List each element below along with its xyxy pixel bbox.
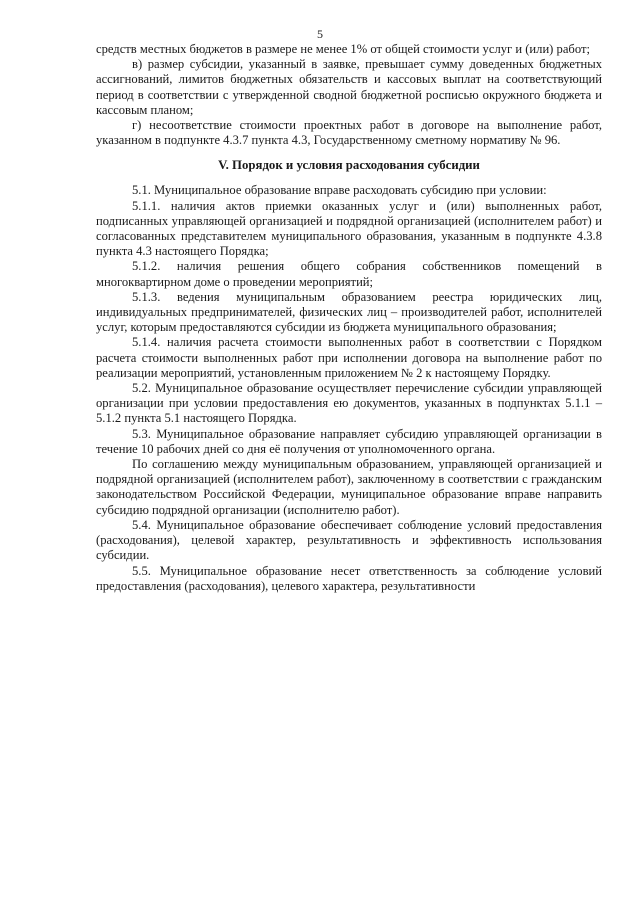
page-content <box>96 42 602 594</box>
paragraph-5-1-1: 5.1.1. наличия актов приемки оказанных услуг и (или) выполненных работ, подписанных управляющей организацией и подрядной организацией (исполнителем работ) и согласованных представителем муниципального образования, указанным в подпункте 4.3.8 пункта 4.3 настоящего Порядка; <box>96 198 602 259</box>
paragraph-5-1-2: 5.1.2. наличия решения общего собрания собственников помещений в многоквартирном доме о проведении мероприятий; <box>96 259 602 289</box>
paragraph-continuation: средств местных бюджетов в размере не менее 1% от общей стоимости услуг и (или) работ; <box>96 42 590 56</box>
paragraph-5-1-3: 5.1.3. ведения муниципальным образованием реестра юридических лиц, индивидуальных предпринимателей, физических лиц – производителей работ, исполнителей услуг, которым предоставляются субсидии из бюджета муниципального образования; <box>96 289 602 335</box>
paragraphs-before <box>96 42 602 148</box>
paragraphs-after <box>96 183 602 593</box>
paragraph-item-g: г) несоответствие стоимости проектных работ в договоре на выполнение работ, указанном в подпункте 4.3.7 пункта 4.3, Государственному сметному нормативу № 96. <box>96 118 602 148</box>
paragraph-5-4: 5.4. Муниципальное образование обеспечивает соблюдение условий предоставления (расходования), целевой характер, результативность и эффективность использования субсидии. <box>96 517 602 563</box>
page-number: 5 <box>317 27 323 41</box>
paragraph-5-1-4: 5.1.4. наличия расчета стоимости выполненных работ в соответствии с Порядком расчета стоимости выполненных работ при исполнении договора на выполнение работ по реализации мероприятий, установленным приложением № 2 к настоящему Порядку. <box>96 335 602 380</box>
paragraph-5-5: 5.5. Муниципальное образование несет ответственность за соблюдение условий предоставления (расходования), целевого характера, результативности <box>96 563 602 593</box>
section-heading: V. Порядок и условия расходования субсидии <box>218 158 480 173</box>
paragraph-5-3: 5.3. Муниципальное образование направляет субсидию управляющей организации в течение 10 рабочих дней со дня её получения от уполномоченного органа. <box>96 426 602 456</box>
paragraph-5-1: 5.1. Муниципальное образование вправе расходовать субсидию при условии: <box>132 183 547 198</box>
paragraph-5-2: 5.2. Муниципальное образование осуществляет перечисление субсидии управляющей организации при условии предоставления ею документов, указанных в подпунктах 5.1.1 – 5.1.2 пункта 5.1 настоящего Порядка. <box>96 381 602 426</box>
paragraph-agreement: По соглашению между муниципальным образованием, управляющей организацией и подрядной организацией (исполнителем работ), заключенному в соответствии с гражданским законодательством Российской Федерации, муниципальное образование вправе направить субсидию подрядной организации (исполнителю работ). <box>96 457 602 517</box>
paragraph-item-v: в) размер субсидии, указанный в заявке, превышает сумму доведенных бюджетных ассигнований, лимитов бюджетных обязательств и кассовых выплат на соответствующий период в соответствии с утвержденной сводной бюджетной росписью окружного бюджета и кассовым планом; <box>96 57 602 117</box>
